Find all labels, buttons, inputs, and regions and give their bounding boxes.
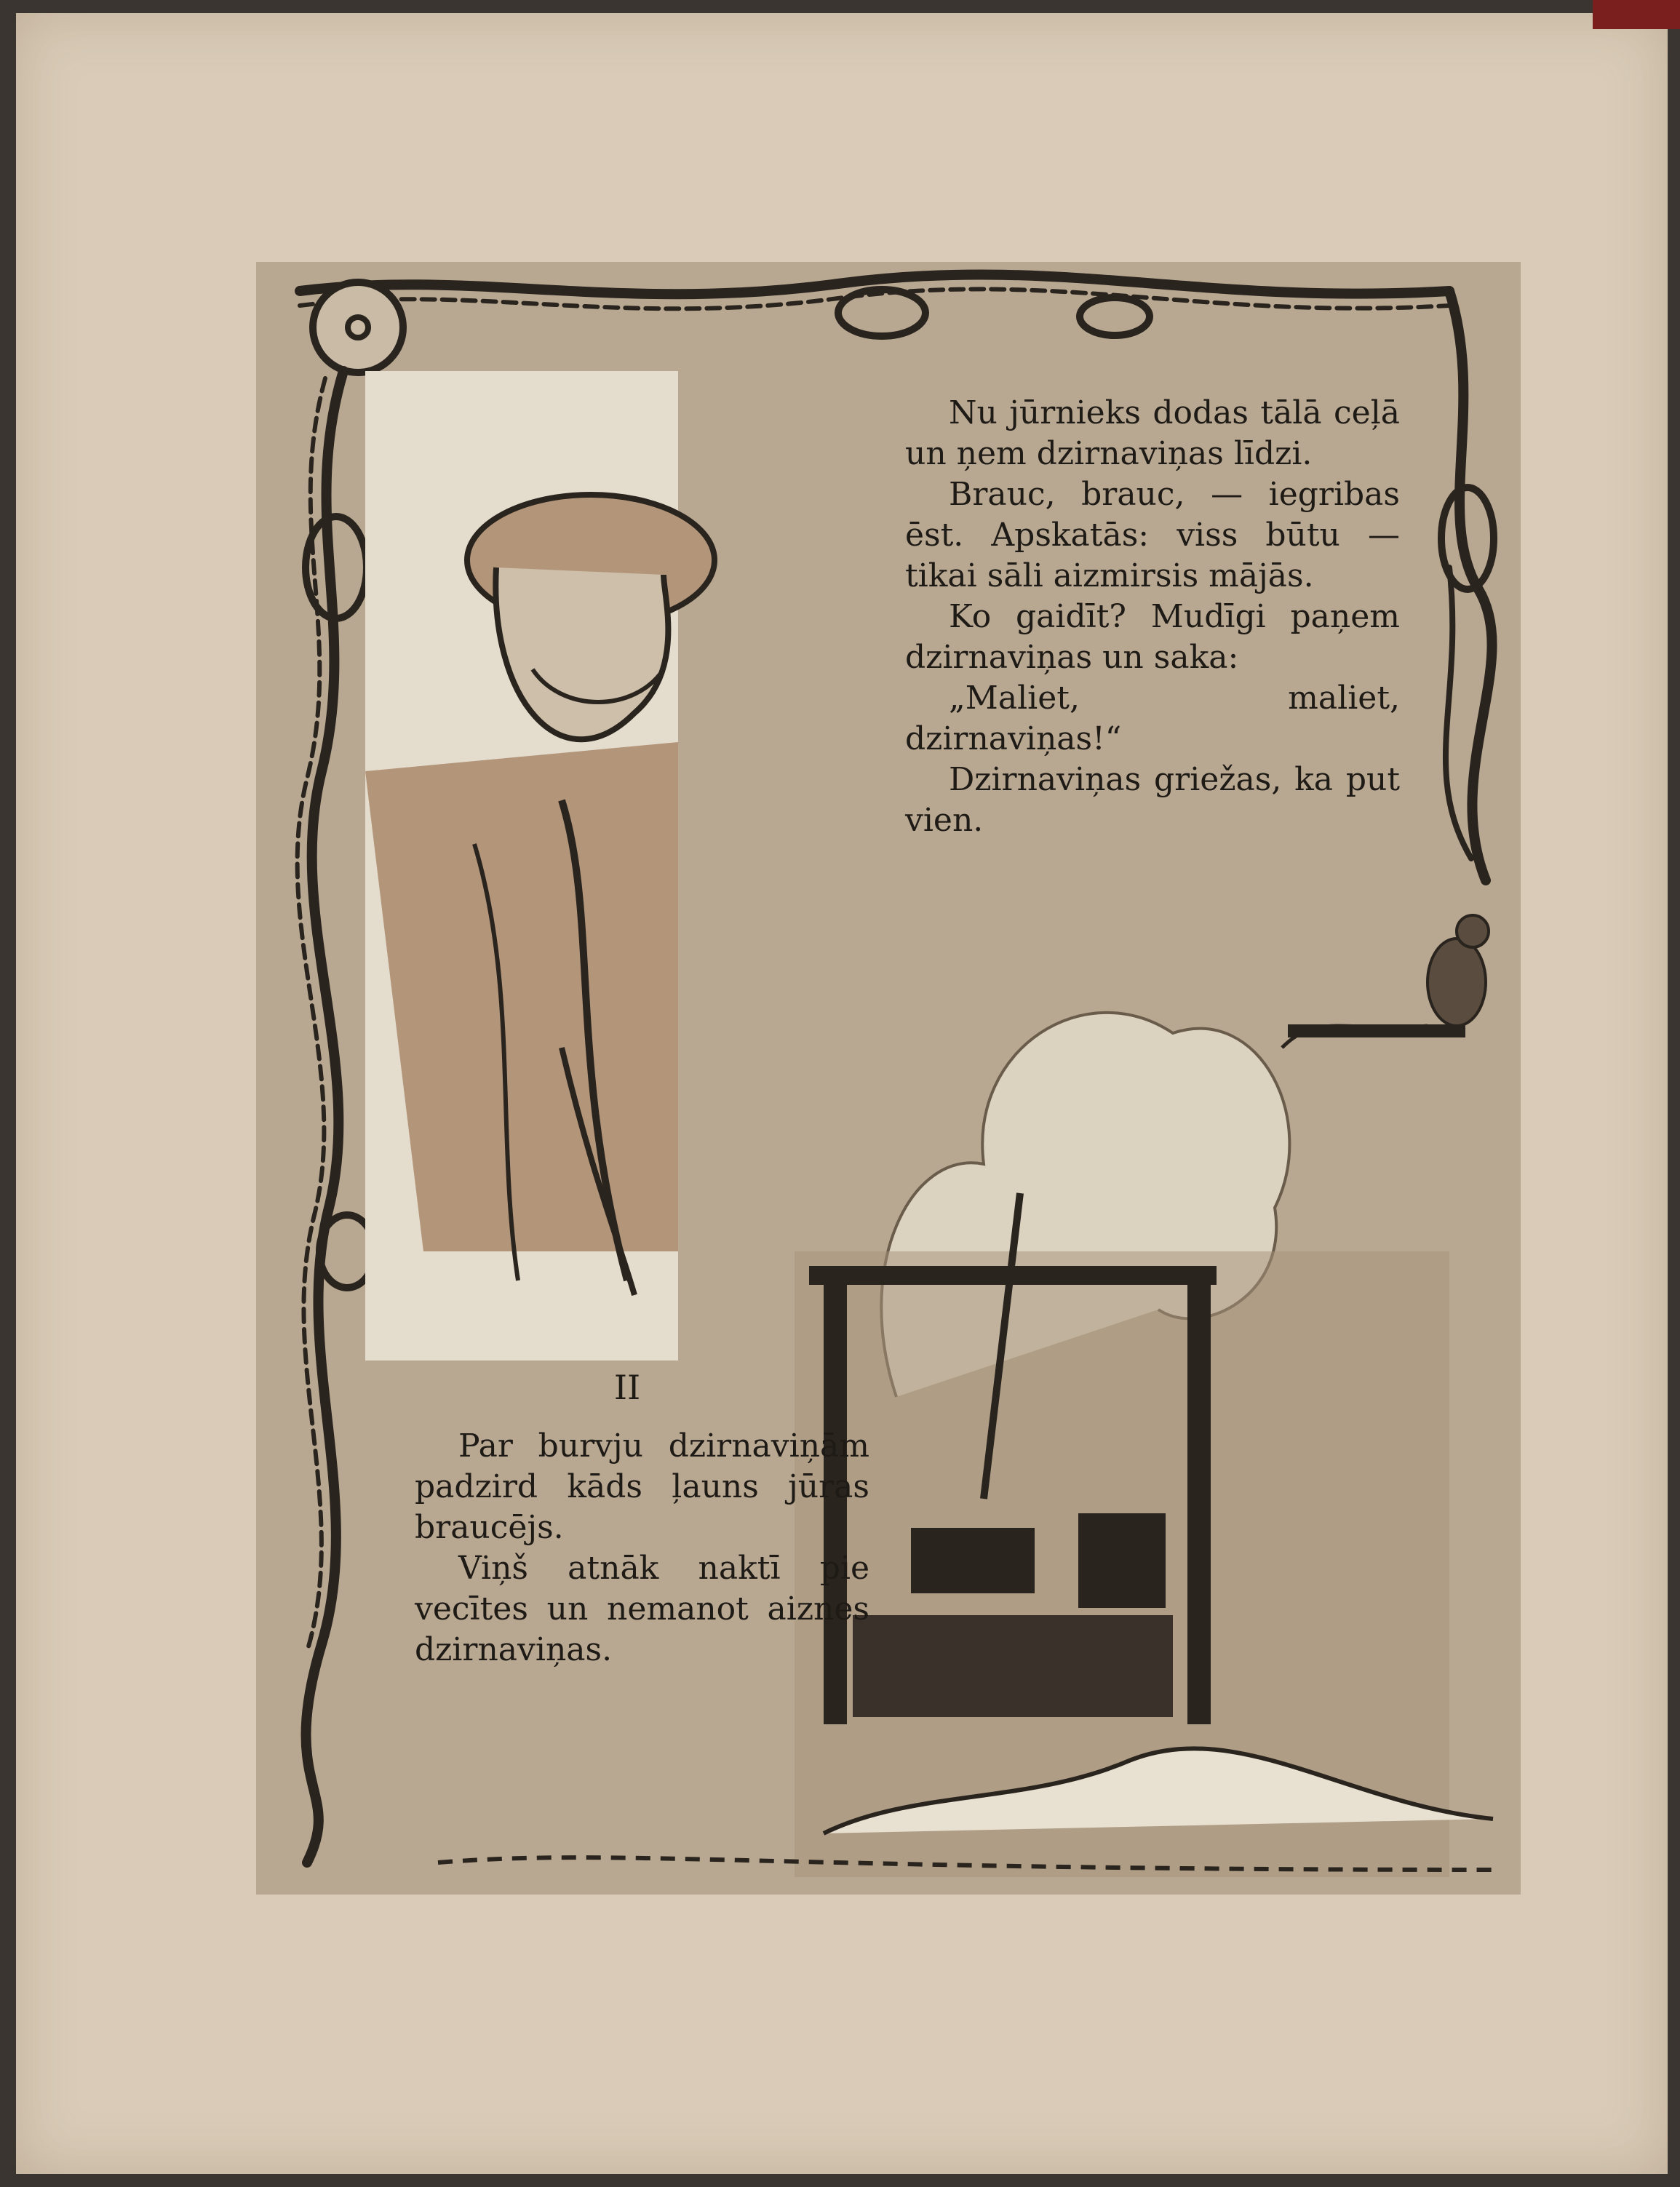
paragraph-6: Par burvju dzirnaviņām padzird kāds ļauns jūras braucējs. xyxy=(415,1427,869,1546)
binding-mark xyxy=(1593,0,1680,29)
sailor-portrait-icon xyxy=(365,371,714,1361)
paragraph-4: „Maliet, maliet, dzirnaviņas!“ xyxy=(905,680,1400,757)
paragraph-2: Brauc, brauc, — iegribas ēst. Apskatās: viss būtu — tikai sāli aizmirsis mājās. xyxy=(905,476,1400,594)
story-text-bottom xyxy=(415,1426,869,1670)
story-text-top xyxy=(905,393,1400,841)
paragraph-7: Viņš atnāk naktī pie vecītes un nemanot aiznes dzirnaviņas. xyxy=(415,1550,869,1668)
paragraph-3: Ko gaidīt? Mudīgi paņem dzirnaviņas un saka: xyxy=(905,598,1400,676)
section-numeral: II xyxy=(613,1368,641,1407)
illustration-plate xyxy=(256,262,1521,1895)
paragraph-5: Dzirnaviņas griežas, ka put vien. xyxy=(905,761,1400,839)
mouse-icon xyxy=(1282,915,1489,1048)
paragraph-1: Nu jūrnieks dodas tālā ceļā un ņem dzirnaviņas līdzi. xyxy=(905,394,1400,472)
